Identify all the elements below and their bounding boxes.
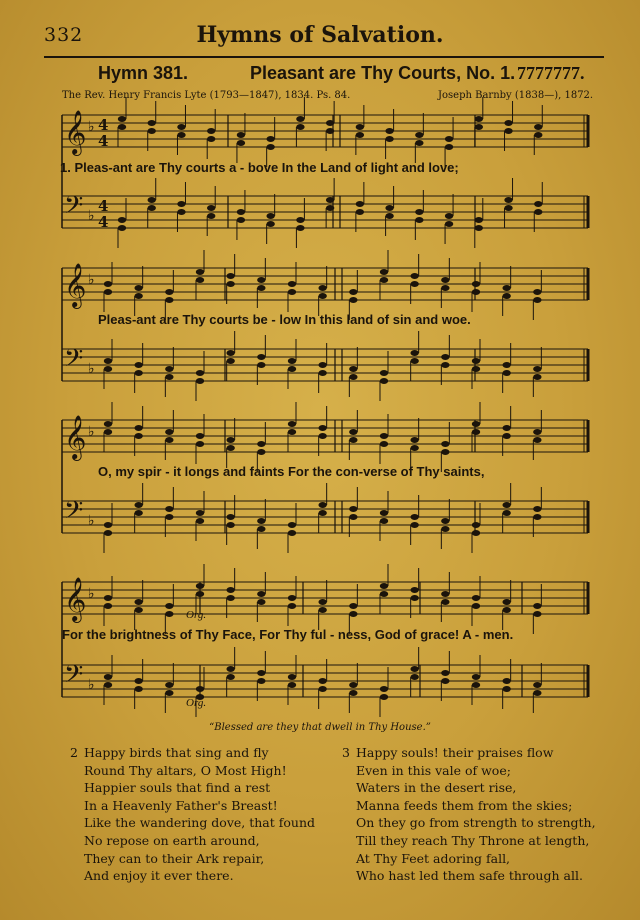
- note-head: [410, 674, 418, 680]
- note-head: [134, 433, 142, 439]
- verse-line: Manna feeds them from the skies;: [356, 797, 573, 813]
- note-head: [349, 682, 357, 688]
- verse-line: They can to their Ark repair,: [84, 850, 265, 866]
- time-signature-bottom: 4: [98, 132, 109, 150]
- note-head: [177, 124, 185, 130]
- lyric-line-3: O, my spir - it longs and faints For the con-verse of Thy saints,: [98, 464, 485, 479]
- note-head: [326, 205, 334, 211]
- note-head: [318, 425, 326, 431]
- note-head: [257, 518, 265, 524]
- note-head: [288, 674, 296, 680]
- note-head: [410, 587, 418, 593]
- note-head: [445, 213, 453, 219]
- note-head: [318, 293, 326, 299]
- note-head: [257, 449, 265, 455]
- note-head: [118, 124, 126, 130]
- note-head: [349, 506, 357, 512]
- time-signature-bottom: 4: [98, 213, 109, 231]
- key-flat-icon: ♭: [88, 586, 95, 602]
- verse-number: 3: [342, 745, 350, 760]
- key-flat-icon: ♭: [88, 513, 95, 529]
- note-head: [472, 530, 480, 536]
- note-head: [288, 429, 296, 435]
- verse-line: Even in this vale of woe;: [356, 762, 511, 778]
- note-head: [504, 128, 512, 134]
- note-head: [326, 120, 334, 126]
- note-head: [134, 293, 142, 299]
- note-head: [349, 514, 357, 520]
- note-head: [165, 690, 173, 696]
- hymn-title: Pleasant are Thy Courts, No. 1.: [250, 63, 516, 83]
- note-head: [148, 205, 156, 211]
- verse-line: Waters in the desert rise,: [356, 780, 517, 796]
- note-head: [533, 611, 541, 617]
- note-head: [134, 502, 142, 508]
- note-head: [472, 682, 480, 688]
- note-head: [380, 269, 388, 275]
- note-head: [441, 449, 449, 455]
- note-head: [226, 350, 234, 356]
- note-head: [349, 297, 357, 303]
- note-head: [288, 289, 296, 295]
- note-head: [257, 526, 265, 532]
- note-head: [533, 514, 541, 520]
- note-head: [472, 603, 480, 609]
- note-head: [534, 124, 542, 130]
- lyric-line-4: For the brightness of Thy Face, For Thy ful - ness, God of grace! A - men.: [62, 627, 514, 642]
- note-head: [237, 132, 245, 138]
- verse-line: On they go from strength to strength,: [356, 815, 596, 831]
- hymn-meter: 7777777.: [517, 63, 585, 83]
- note-head: [134, 686, 142, 692]
- note-head: [534, 209, 542, 215]
- note-head: [349, 374, 357, 380]
- note-head: [318, 686, 326, 692]
- key-flat-icon: ♭: [88, 272, 95, 288]
- note-head: [415, 209, 423, 215]
- hymn-number: Hymn 381.: [98, 63, 189, 83]
- note-head: [104, 682, 112, 688]
- note-head: [237, 209, 245, 215]
- note-head: [445, 221, 453, 227]
- time-signature-top: 4: [98, 197, 109, 215]
- note-head: [502, 293, 510, 299]
- verse-line: Till they reach Thy Throne at length,: [356, 832, 590, 848]
- verse-line: Who hast led them safe through all.: [356, 868, 583, 884]
- note-head: [441, 354, 449, 360]
- note-head: [472, 421, 480, 427]
- note-head: [226, 514, 234, 520]
- note-head: [266, 213, 274, 219]
- note-head: [288, 530, 296, 536]
- note-head: [318, 599, 326, 605]
- note-head: [288, 281, 296, 287]
- note-head: [380, 694, 388, 700]
- note-head: [165, 514, 173, 520]
- verse-line: And enjoy it ever there.: [84, 868, 234, 884]
- note-head: [533, 437, 541, 443]
- note-head: [441, 441, 449, 447]
- note-head: [104, 281, 112, 287]
- note-head: [288, 595, 296, 601]
- note-head: [380, 433, 388, 439]
- treble-clef-icon: 𝄞: [64, 110, 87, 154]
- note-head: [475, 217, 483, 223]
- verse-line: Round Thy altars, O Most High!: [84, 762, 287, 778]
- note-head: [410, 437, 418, 443]
- note-head: [196, 378, 204, 384]
- page-number: 332: [44, 24, 84, 46]
- note-head: [472, 281, 480, 287]
- note-head: [266, 144, 274, 150]
- note-head: [165, 374, 173, 380]
- note-head: [134, 510, 142, 516]
- note-head: [441, 518, 449, 524]
- note-head: [288, 603, 296, 609]
- note-head: [177, 209, 185, 215]
- note-head: [257, 678, 265, 684]
- note-head: [502, 686, 510, 692]
- note-head: [349, 611, 357, 617]
- note-head: [118, 116, 126, 122]
- note-head: [318, 502, 326, 508]
- note-head: [207, 213, 215, 219]
- note-head: [502, 678, 510, 684]
- note-head: [165, 506, 173, 512]
- note-head: [104, 289, 112, 295]
- note-head: [134, 678, 142, 684]
- note-head: [196, 591, 204, 597]
- note-head: [288, 358, 296, 364]
- note-head: [380, 510, 388, 516]
- note-head: [288, 366, 296, 372]
- bass-clef-icon: 𝄢: [64, 660, 84, 695]
- note-head: [196, 510, 204, 516]
- note-head: [104, 421, 112, 427]
- note-head: [533, 297, 541, 303]
- note-head: [318, 433, 326, 439]
- note-head: [380, 370, 388, 376]
- note-head: [207, 136, 215, 142]
- note-head: [534, 201, 542, 207]
- note-head: [385, 136, 393, 142]
- note-head: [410, 514, 418, 520]
- note-head: [134, 607, 142, 613]
- key-flat-icon: ♭: [88, 677, 95, 693]
- note-head: [441, 362, 449, 368]
- note-head: [196, 686, 204, 692]
- note-head: [165, 437, 173, 443]
- time-signature-top: 4: [98, 116, 109, 134]
- note-head: [165, 297, 173, 303]
- treble-clef-icon: 𝄞: [64, 415, 87, 459]
- note-head: [441, 670, 449, 676]
- note-head: [356, 124, 364, 130]
- note-head: [318, 285, 326, 291]
- treble-clef-icon: 𝄞: [64, 577, 87, 621]
- note-head: [380, 277, 388, 283]
- note-head: [226, 358, 234, 364]
- note-head: [148, 120, 156, 126]
- note-head: [410, 350, 418, 356]
- note-head: [104, 595, 112, 601]
- treble-clef-icon: 𝄞: [64, 263, 87, 307]
- key-flat-icon: ♭: [88, 361, 95, 377]
- verse-line: 3 Happy souls! their praises flow: [342, 745, 554, 760]
- note-head: [288, 522, 296, 528]
- note-head: [415, 140, 423, 146]
- note-head: [472, 595, 480, 601]
- note-head: [296, 217, 304, 223]
- note-head: [257, 591, 265, 597]
- organ-mark-treble: Org.: [186, 609, 207, 621]
- note-head: [288, 682, 296, 688]
- note-head: [196, 277, 204, 283]
- note-head: [226, 273, 234, 279]
- note-head: [356, 132, 364, 138]
- note-head: [134, 370, 142, 376]
- note-head: [472, 429, 480, 435]
- bass-clef-icon: 𝄢: [64, 344, 84, 379]
- note-head: [165, 682, 173, 688]
- note-head: [410, 358, 418, 364]
- key-flat-icon: ♭: [88, 424, 95, 440]
- note-head: [165, 289, 173, 295]
- note-head: [441, 285, 449, 291]
- verse-line: 2 Happy birds that sing and fly: [70, 745, 269, 760]
- note-head: [318, 607, 326, 613]
- note-head: [326, 128, 334, 134]
- note-head: [380, 441, 388, 447]
- verse-line: Happier souls that find a rest: [84, 780, 271, 796]
- note-head: [502, 425, 510, 431]
- note-head: [226, 666, 234, 672]
- hymn-composer: Joseph Barnby (1838—), 1872.: [438, 90, 594, 101]
- note-head: [533, 374, 541, 380]
- note-head: [257, 599, 265, 605]
- note-head: [502, 433, 510, 439]
- note-head: [266, 221, 274, 227]
- note-head: [196, 441, 204, 447]
- note-head: [148, 128, 156, 134]
- note-head: [226, 445, 234, 451]
- note-head: [288, 421, 296, 427]
- note-head: [472, 289, 480, 295]
- scripture-caption: “Blessed are they that dwell in Thy House.”: [209, 722, 431, 733]
- lyric-line-2: Pleas-ant are Thy courts be - low In this land of sin and woe.: [98, 312, 471, 327]
- note-head: [296, 124, 304, 130]
- note-head: [472, 522, 480, 528]
- note-head: [445, 144, 453, 150]
- note-head: [165, 429, 173, 435]
- lyric-line-1: 1. Pleas-ant are Thy courts a - bove In the Land of light and love;: [60, 160, 459, 175]
- note-head: [533, 682, 541, 688]
- note-head: [441, 591, 449, 597]
- note-head: [380, 686, 388, 692]
- note-head: [502, 510, 510, 516]
- note-head: [257, 670, 265, 676]
- note-head: [502, 607, 510, 613]
- note-head: [226, 587, 234, 593]
- note-head: [207, 205, 215, 211]
- note-head: [134, 285, 142, 291]
- verse-line: In a Heavenly Father's Breast!: [84, 797, 278, 813]
- note-head: [134, 599, 142, 605]
- note-head: [104, 358, 112, 364]
- note-head: [226, 595, 234, 601]
- note-head: [533, 366, 541, 372]
- verse-3: [342, 744, 596, 885]
- verse-line: Like the wandering dove, that found: [84, 815, 315, 831]
- note-head: [445, 136, 453, 142]
- note-head: [226, 522, 234, 528]
- note-head: [148, 197, 156, 203]
- note-head: [502, 599, 510, 605]
- running-title: Hymns of Salvation.: [196, 22, 444, 48]
- note-head: [349, 289, 357, 295]
- note-head: [475, 124, 483, 130]
- note-head: [134, 425, 142, 431]
- note-head: [257, 441, 265, 447]
- organ-mark-bass: Org.: [186, 697, 207, 709]
- note-head: [441, 599, 449, 605]
- note-head: [196, 433, 204, 439]
- note-head: [410, 522, 418, 528]
- note-head: [385, 213, 393, 219]
- note-head: [380, 518, 388, 524]
- note-head: [349, 690, 357, 696]
- note-head: [196, 518, 204, 524]
- verse-number: 2: [70, 745, 78, 760]
- note-head: [356, 209, 364, 215]
- verse-2: [70, 744, 315, 885]
- note-head: [380, 583, 388, 589]
- note-head: [296, 116, 304, 122]
- note-head: [237, 217, 245, 223]
- note-head: [472, 358, 480, 364]
- note-head: [266, 136, 274, 142]
- note-head: [533, 690, 541, 696]
- note-head: [349, 437, 357, 443]
- note-head: [380, 378, 388, 384]
- note-head: [318, 362, 326, 368]
- note-head: [165, 366, 173, 372]
- note-head: [385, 205, 393, 211]
- note-head: [165, 611, 173, 617]
- note-head: [533, 603, 541, 609]
- note-head: [196, 583, 204, 589]
- note-head: [410, 445, 418, 451]
- note-head: [349, 429, 357, 435]
- note-head: [104, 366, 112, 372]
- note-head: [237, 140, 245, 146]
- note-head: [318, 510, 326, 516]
- note-head: [226, 281, 234, 287]
- note-head: [104, 603, 112, 609]
- key-flat-icon: ♭: [88, 208, 95, 224]
- note-head: [196, 269, 204, 275]
- note-head: [441, 678, 449, 684]
- note-head: [502, 362, 510, 368]
- note-head: [326, 197, 334, 203]
- note-head: [502, 502, 510, 508]
- verse-line: No repose on earth around,: [84, 832, 260, 848]
- note-head: [410, 595, 418, 601]
- note-head: [533, 506, 541, 512]
- note-head: [226, 437, 234, 443]
- bass-clef-icon: 𝄢: [64, 496, 84, 531]
- note-head: [349, 366, 357, 372]
- note-head: [410, 281, 418, 287]
- note-head: [104, 429, 112, 435]
- note-head: [533, 289, 541, 295]
- note-head: [502, 285, 510, 291]
- note-head: [104, 522, 112, 528]
- note-head: [415, 217, 423, 223]
- note-head: [207, 128, 215, 134]
- note-head: [104, 530, 112, 536]
- note-head: [118, 217, 126, 223]
- note-head: [257, 285, 265, 291]
- note-head: [475, 225, 483, 231]
- verse-line: At Thy Feet adoring fall,: [356, 850, 511, 866]
- note-head: [318, 678, 326, 684]
- note-head: [226, 674, 234, 680]
- note-head: [318, 370, 326, 376]
- hymn-author: The Rev. Henry Francis Lyte (1793—1847), 1834. Ps. 84.: [62, 90, 351, 101]
- note-head: [257, 277, 265, 283]
- note-head: [177, 132, 185, 138]
- bass-clef-icon: 𝄢: [64, 191, 84, 226]
- note-head: [504, 197, 512, 203]
- note-head: [504, 205, 512, 211]
- note-head: [441, 277, 449, 283]
- note-head: [177, 201, 185, 207]
- note-head: [415, 132, 423, 138]
- note-head: [380, 591, 388, 597]
- key-flat-icon: ♭: [88, 119, 95, 135]
- note-head: [104, 674, 112, 680]
- note-head: [134, 362, 142, 368]
- note-head: [534, 132, 542, 138]
- note-head: [472, 366, 480, 372]
- note-head: [356, 201, 364, 207]
- note-head: [533, 429, 541, 435]
- note-head: [165, 603, 173, 609]
- note-head: [257, 362, 265, 368]
- note-head: [441, 526, 449, 532]
- note-head: [118, 225, 126, 231]
- note-head: [410, 666, 418, 672]
- note-head: [257, 354, 265, 360]
- note-head: [349, 603, 357, 609]
- note-head: [410, 273, 418, 279]
- note-head: [196, 370, 204, 376]
- note-head: [385, 128, 393, 134]
- note-head: [296, 225, 304, 231]
- note-head: [472, 674, 480, 680]
- note-head: [502, 370, 510, 376]
- note-head: [475, 116, 483, 122]
- note-head: [504, 120, 512, 126]
